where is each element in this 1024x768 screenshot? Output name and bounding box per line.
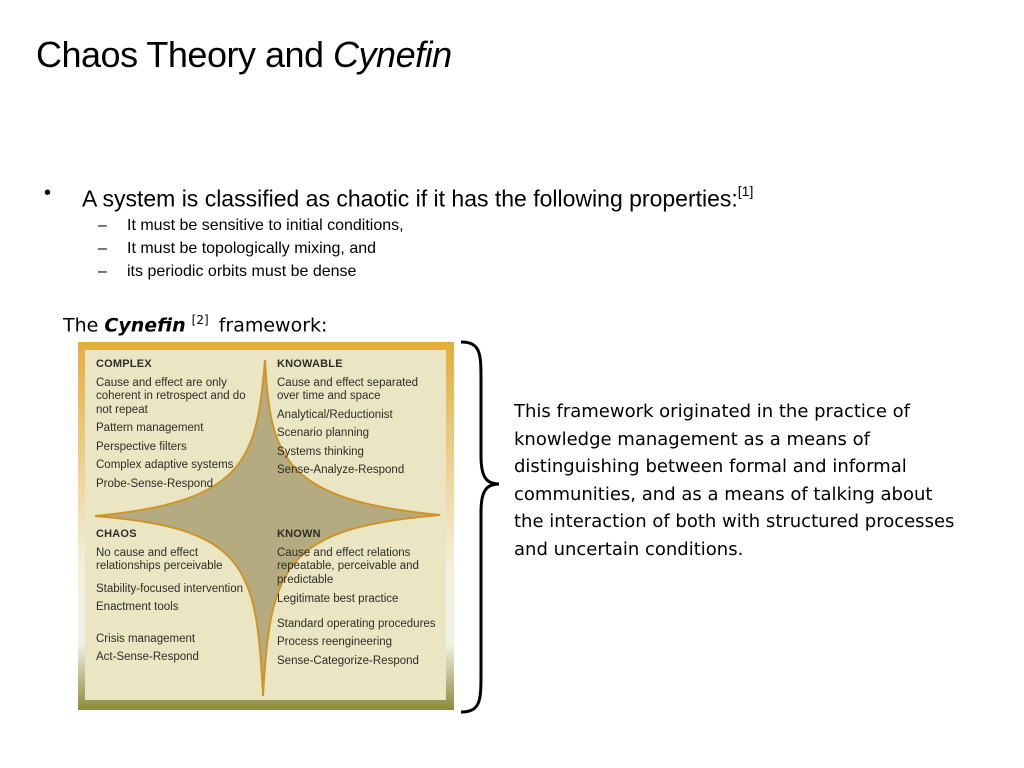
quadrant-item: Process reengineering [277,636,393,648]
sub-bullet-text: It must be sensitive to initial conditions, [127,216,404,234]
bullet-ref: [1] [737,183,754,199]
cynefin-panel [85,350,446,700]
title-italic: Cynefin [333,34,452,75]
sub-bullet-text: its periodic orbits must be dense [127,262,357,280]
quadrant-item: Cause and effect separated over time and space [277,376,419,402]
quadrant-item: Standard operating procedures [277,617,436,630]
framework-pre: The [63,314,99,337]
framework-description: This framework originated in the practice of knowledge management as a means of distinguishing between formal and informal communities, and as a means of talking about the interaction of both with structured processes and uncertain conditions. [514,401,955,560]
sub-bullet-item: – its periodic orbits must be dense [98,260,753,283]
quadrant-item: Scenario planning [277,427,370,439]
quadrant-item: Sense-Categorize-Respond [277,654,419,667]
bullet-list [44,178,753,283]
quadrant-item: Enactment tools [96,601,179,613]
quadrant-known [277,528,442,673]
sub-bullet-text: It must be topologically mixing, and [127,239,377,257]
quadrant-item: Analytical/Reductionist [277,408,393,421]
bullet-dot: • [44,182,52,204]
quadrant-heading: COMPLEX [96,358,152,370]
framework-ref: [2] [191,313,209,327]
quadrant-item: Crisis management [96,632,196,645]
quadrant-item: Cause and effect are only coherent in retrospect and do not repeat [96,376,246,416]
slide-title [36,34,452,76]
title-main: Chaos Theory and [36,34,324,75]
quadrant-knowable [277,358,442,483]
quadrant-item: No cause and effect relationships perceivable [96,546,223,572]
framework-post: framework: [218,314,328,337]
quadrant-heading: KNOWN [277,528,321,540]
quadrant-item: Stability-focused intervention [96,582,244,595]
quadrant-item: Cause and effect relations repeatable, perceivable and predictable [277,546,419,586]
quadrant-item: Act-Sense-Respond [96,651,199,663]
framework-name: Cynefin [104,314,186,337]
quadrant-item: Complex adaptive systems [96,459,234,471]
quadrant-heading: KNOWABLE [277,358,343,370]
bullet-item [44,178,753,214]
framework-label [63,313,327,336]
quadrant-chaos [96,528,256,670]
quadrant-item: Sense-Analyze-Respond [277,464,405,476]
sub-bullet-item: – It must be sensitive to initial conditions, [98,214,753,237]
curly-brace [455,338,505,718]
sub-bullet-item: – It must be topologically mixing, and [98,237,753,260]
quadrant-heading: CHAOS [96,528,137,540]
quadrant-item: Legitimate best practice [277,593,399,605]
quadrant-item: Perspective filters [96,440,187,453]
quadrant-item: Probe-Sense-Respond [96,477,213,490]
bullet-text: A system is classified as chaotic if it has the following properties: [82,185,738,212]
cynefin-figure [78,342,454,710]
quadrant-item: Pattern management [96,422,204,434]
quadrant-complex [96,358,256,496]
quadrant-item: Systems thinking [277,445,364,458]
